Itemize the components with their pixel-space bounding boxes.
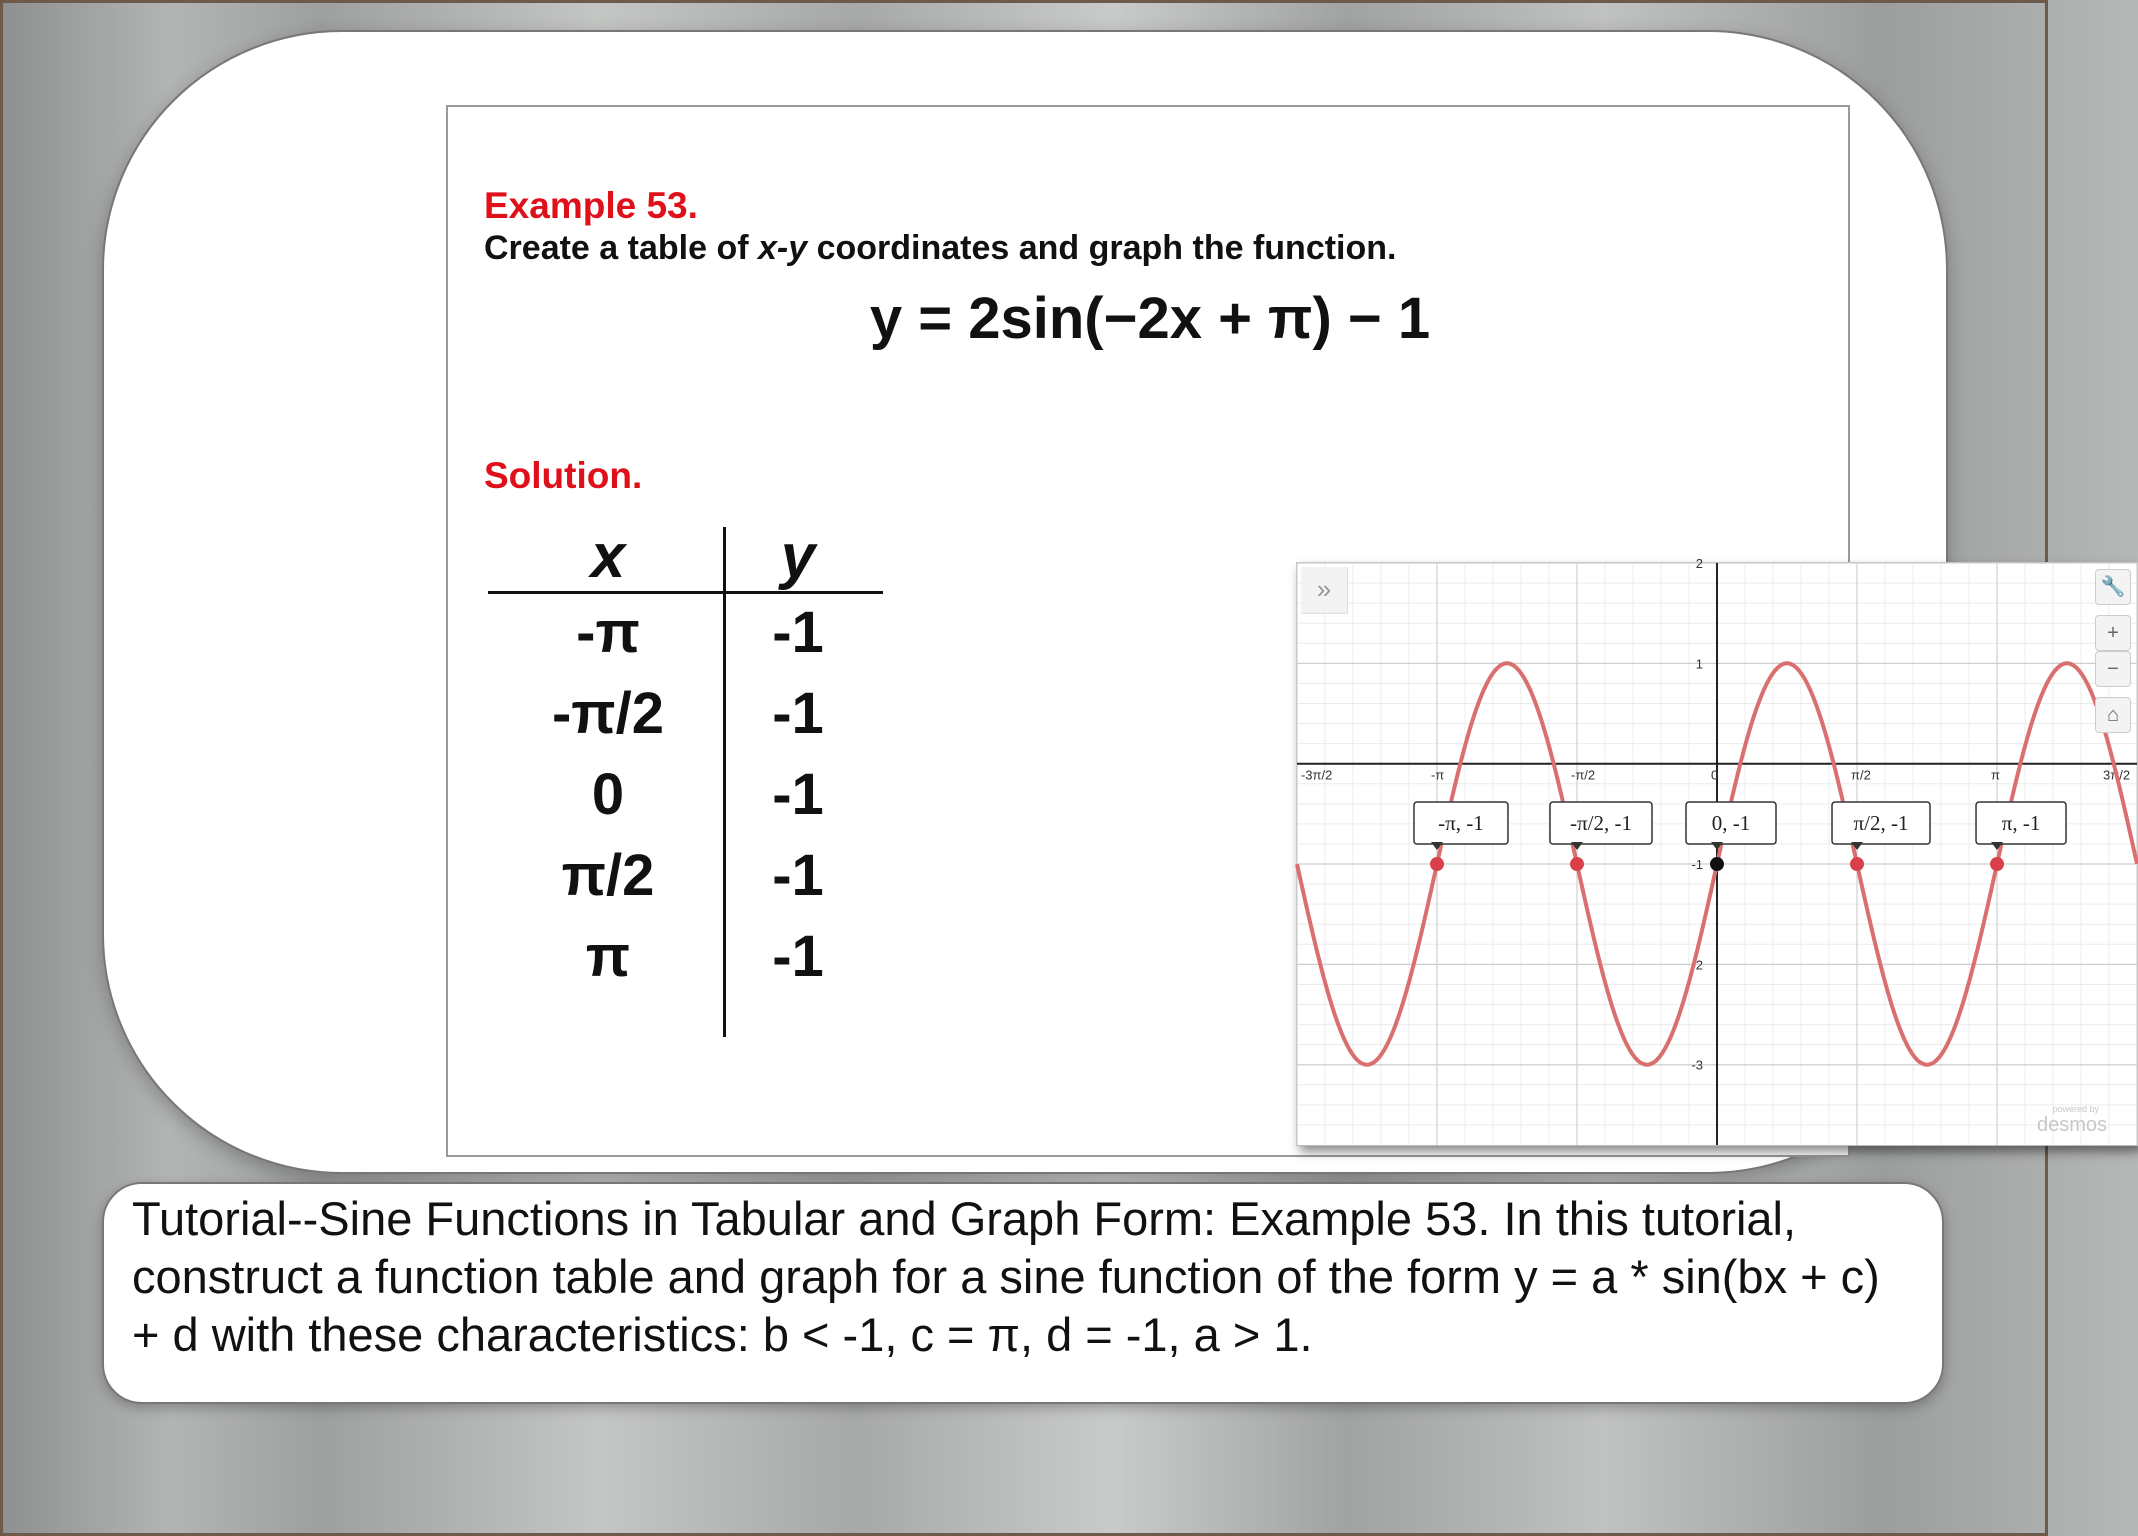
data-point [1990,857,2004,871]
table-cell-x: 0 [591,762,625,827]
x-tick-label: -π [1430,767,1445,783]
slide [446,105,2131,1157]
table-cell-y: -1 [772,681,824,746]
x-tick-label: 3π/2 [2103,767,2131,783]
table-cell-x: π/2 [561,843,655,908]
table-cell-y: -1 [772,762,824,827]
y-tick-label: 2 [1695,556,1703,571]
x-tick-label: 0 [1711,767,1719,783]
table-cell-y: -1 [772,600,824,665]
data-point [1710,857,1724,871]
solution-label: Solution. [484,455,643,496]
y-tick-label: 1 [1695,656,1703,672]
point-label: -π/2, -1 [1570,811,1632,836]
example-title: Example 53. [484,185,698,226]
table-cell-y: -1 [772,924,824,989]
chevron-double-right-icon[interactable]: » [1301,567,1348,614]
y-tick-label: -2 [1691,957,1703,973]
x-tick-label: π/2 [1851,767,1871,783]
y-tick-label: -1 [1691,857,1703,873]
minus-icon[interactable]: − [2095,651,2131,687]
y-tick-label: -3 [1691,1057,1703,1073]
function-equation: y = 2sin(−2x + π) − 1 [869,286,1431,351]
desmos-watermark: powered by desmos [2036,1104,2107,1136]
slide-card [102,30,2131,1174]
point-label: 0, -1 [1711,811,1751,836]
point-label: π/2, -1 [1853,811,1909,836]
table-cell-x: π [585,924,631,989]
data-point [1430,857,1444,871]
point-label: π, -1 [2001,811,2041,836]
table-header-y: y [780,522,816,591]
table-cell-y: -1 [772,843,824,908]
wrench-icon[interactable]: 🔧 [2095,569,2131,605]
caption-text: Tutorial--Sine Functions in Tabular and Graph Form: Example 53. In this tutorial, construct a function table and graph for a sine function of the form y = a * sin(bx + c) + d with these characteristics: b < -1, c = π, d = -1, a > 1. [132,1192,1880,1361]
table-header-x: x [590,522,626,591]
table-cell-x: -π/2 [551,681,665,746]
xy-table [488,522,883,1037]
x-tick-label: -π/2 [1570,767,1596,783]
table-cell-x: -π [576,600,640,665]
home-icon[interactable]: ⌂ [2095,697,2131,733]
desmos-graph[interactable] [1296,556,2138,1146]
prompt-text: Create a table of x-y coordinates and graph the function. [484,229,1397,267]
x-tick-label: π [1991,767,2001,783]
caption-card [102,1182,1944,1404]
x-tick-label: -3π/2 [1300,767,1333,783]
graph-canvas[interactable] [1297,556,2137,1145]
point-label: -π, -1 [1438,811,1484,836]
plus-icon[interactable]: + [2095,615,2131,651]
data-point [1850,857,1864,871]
data-point [1570,857,1584,871]
